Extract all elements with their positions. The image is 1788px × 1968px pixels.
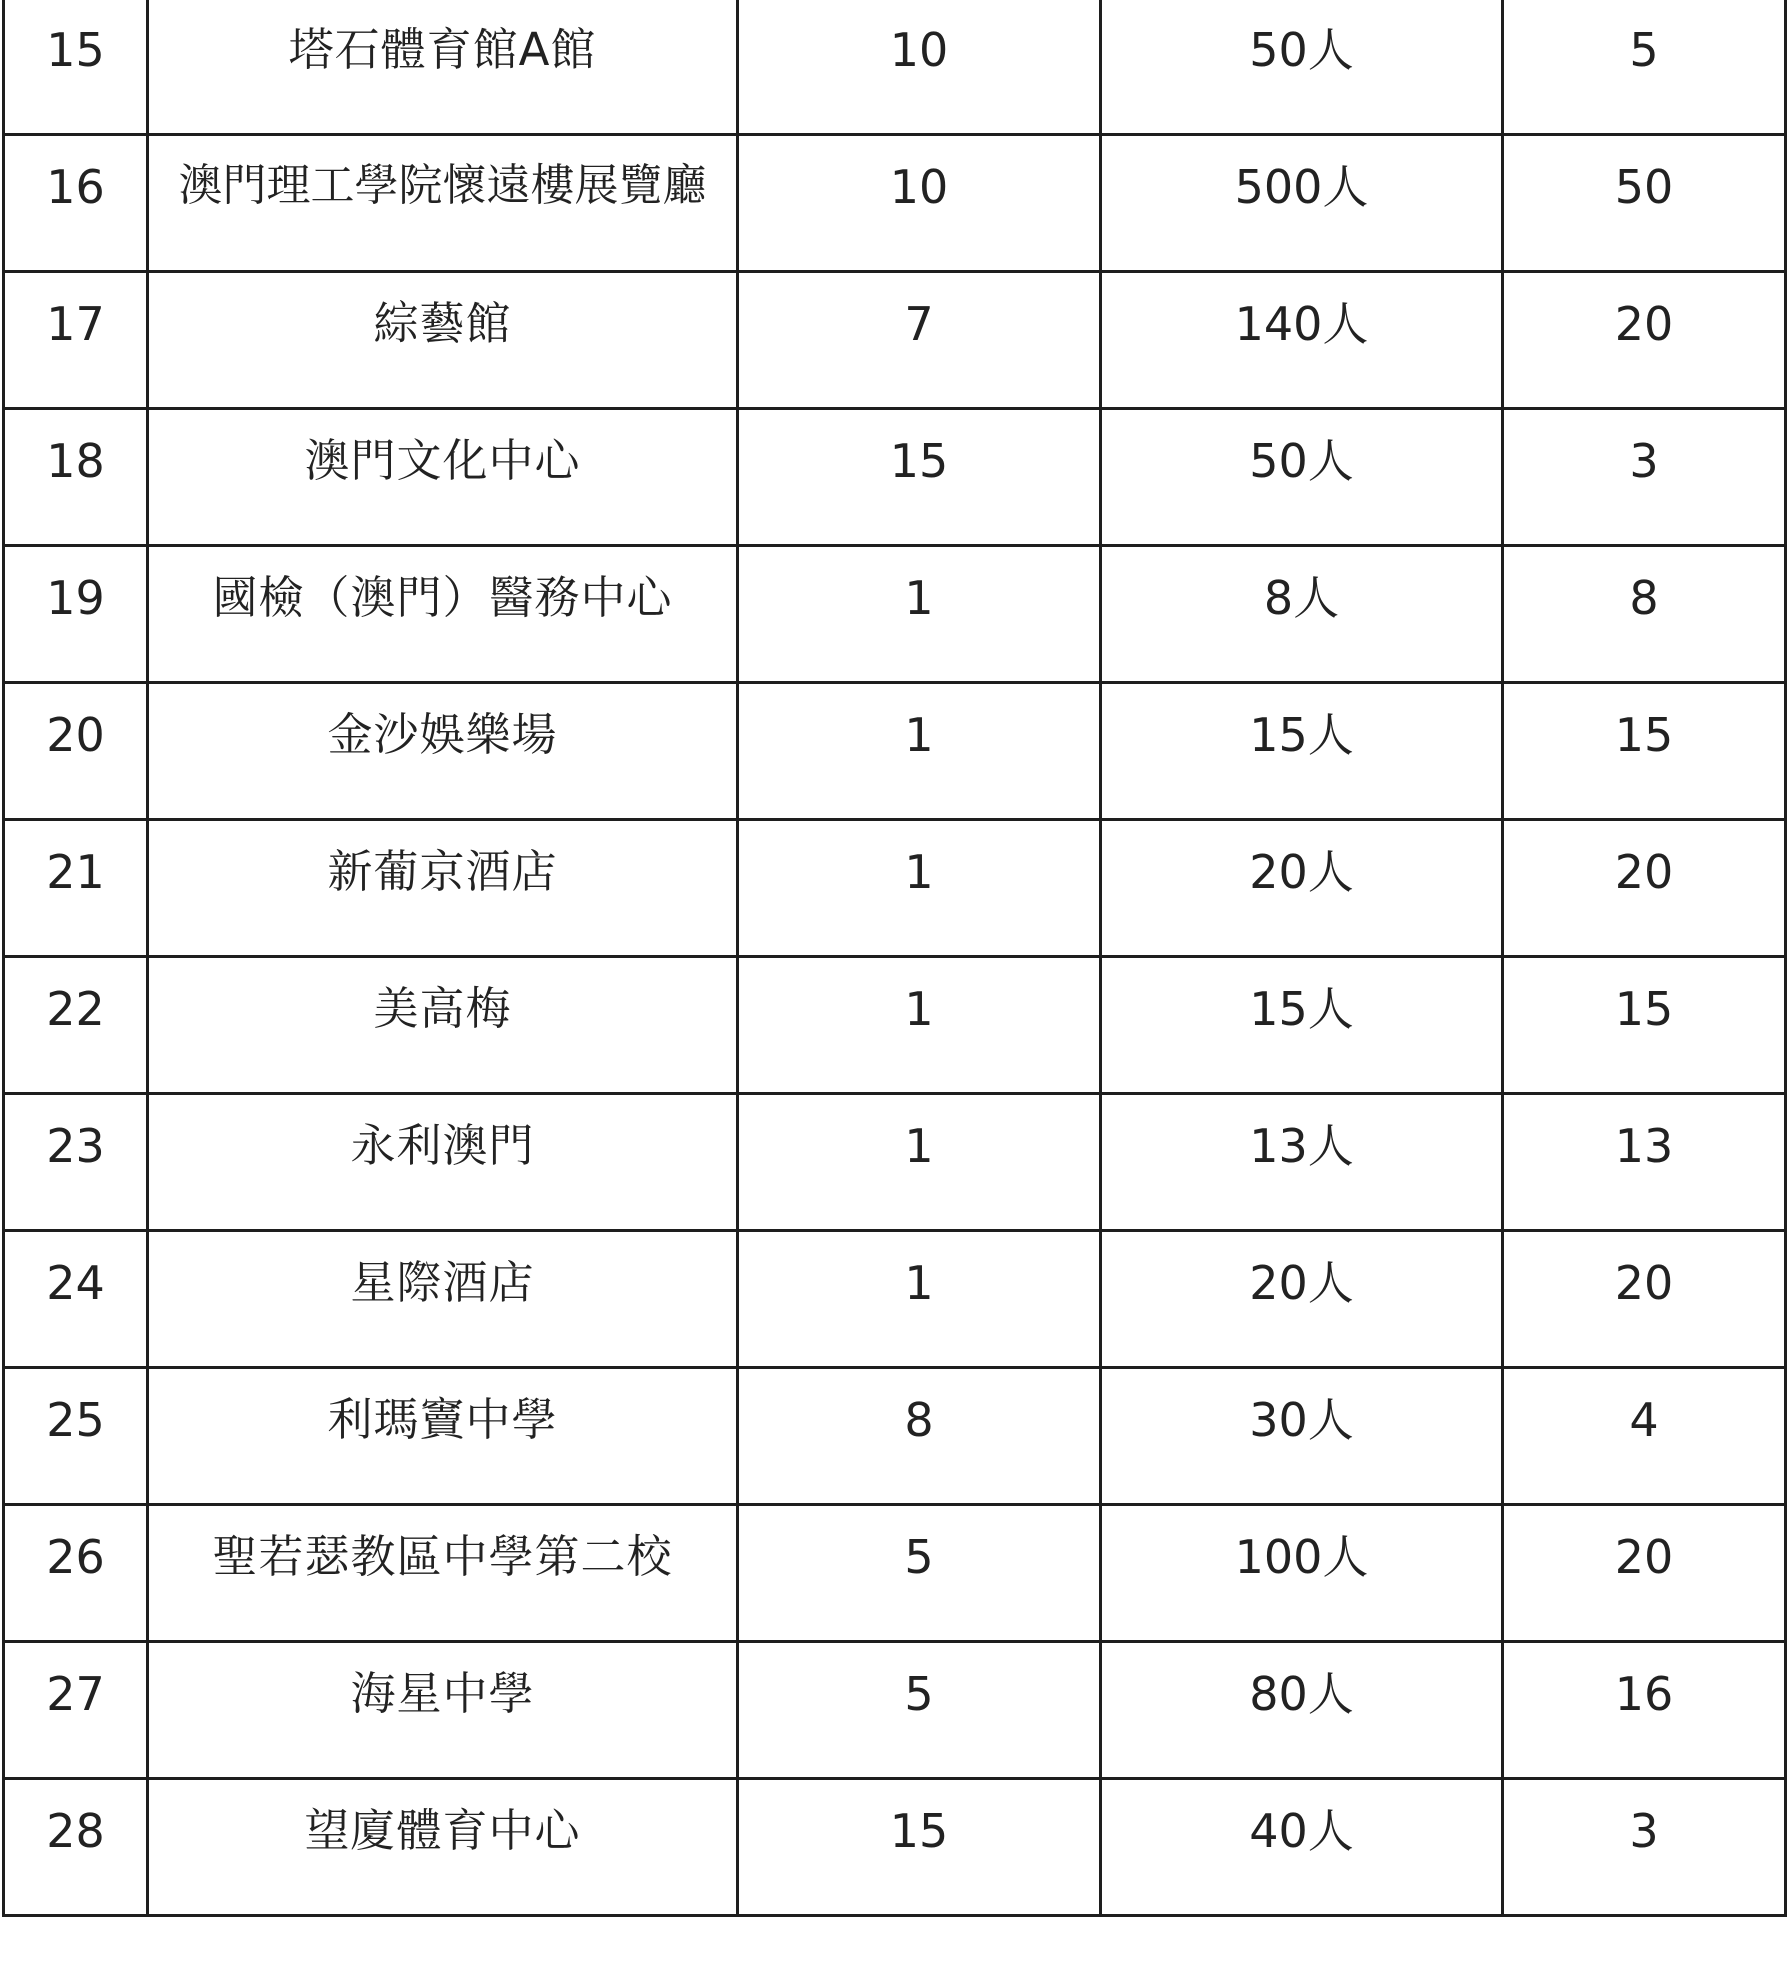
people-cell — [1101, 135, 1503, 272]
people-cell — [1101, 957, 1503, 1094]
venue-name-cell — [148, 820, 738, 957]
count-cell — [738, 1094, 1101, 1231]
per-unit-text: 20 — [1614, 1530, 1674, 1584]
venue-name-text: 澳門文化中心 — [304, 434, 581, 487]
people-cell — [1101, 1505, 1503, 1642]
row-number-cell — [4, 1505, 148, 1642]
count-text: 1 — [904, 1256, 934, 1310]
venue-name-text: 塔石體育館A館 — [288, 23, 597, 76]
table-row — [4, 1368, 1786, 1505]
row-number-cell — [4, 546, 148, 683]
venue-name-text: 金沙娛樂場 — [327, 708, 558, 761]
venue-name-text: 國檢（澳門）醫務中心 — [212, 571, 673, 624]
venue-name-cell — [148, 1779, 738, 1916]
row-number-text: 24 — [46, 1256, 105, 1310]
people-cell — [1101, 1094, 1503, 1231]
venue-name-cell — [148, 683, 738, 820]
table-row — [4, 1505, 1786, 1642]
people-cell — [1101, 1642, 1503, 1779]
venue-name-text: 永利澳門 — [350, 1119, 535, 1172]
per-unit-text: 3 — [1629, 1804, 1659, 1858]
per-unit-cell — [1503, 957, 1786, 1094]
row-number-text: 22 — [46, 982, 105, 1036]
people-cell — [1101, 820, 1503, 957]
people-cell — [1101, 409, 1503, 546]
row-number-cell — [4, 1368, 148, 1505]
count-cell — [738, 546, 1101, 683]
per-unit-text: 13 — [1614, 1119, 1674, 1173]
venue-name-cell — [148, 0, 738, 135]
count-cell — [738, 1642, 1101, 1779]
table-row — [4, 1779, 1786, 1916]
venue-name-text: 利瑪竇中學 — [327, 1393, 558, 1446]
venue-table-body — [4, 0, 1786, 1916]
count-cell — [738, 272, 1101, 409]
table-row — [4, 272, 1786, 409]
people-cell — [1101, 1368, 1503, 1505]
count-text: 8 — [904, 1393, 934, 1447]
people-cell — [1101, 1779, 1503, 1916]
venue-name-cell — [148, 409, 738, 546]
venue-name-text: 海星中學 — [350, 1667, 535, 1720]
per-unit-cell — [1503, 409, 1786, 546]
row-number-cell — [4, 272, 148, 409]
people-text: 30人 — [1249, 1393, 1354, 1447]
row-number-text: 19 — [46, 571, 105, 625]
venue-name-cell — [148, 546, 738, 683]
count-cell — [738, 135, 1101, 272]
row-number-cell — [4, 1094, 148, 1231]
row-number-cell — [4, 683, 148, 820]
count-text: 1 — [904, 982, 934, 1036]
per-unit-text: 4 — [1629, 1393, 1659, 1447]
count-text: 1 — [904, 708, 934, 762]
count-cell — [738, 957, 1101, 1094]
count-cell — [738, 409, 1101, 546]
count-cell — [738, 683, 1101, 820]
per-unit-cell — [1503, 272, 1786, 409]
venue-name-cell — [148, 135, 738, 272]
row-number-cell — [4, 820, 148, 957]
table-row — [4, 1094, 1786, 1231]
per-unit-cell — [1503, 135, 1786, 272]
people-text: 80人 — [1249, 1667, 1354, 1721]
per-unit-text: 15 — [1614, 982, 1674, 1036]
per-unit-cell — [1503, 683, 1786, 820]
count-cell — [738, 1505, 1101, 1642]
count-text: 1 — [904, 571, 934, 625]
per-unit-text: 5 — [1629, 23, 1659, 77]
row-number-cell — [4, 135, 148, 272]
table-row — [4, 409, 1786, 546]
people-text: 15人 — [1249, 982, 1354, 1036]
venue-name-text: 望廈體育中心 — [304, 1804, 581, 1857]
people-text: 50人 — [1249, 23, 1354, 77]
count-text: 10 — [889, 23, 949, 77]
table-row — [4, 820, 1786, 957]
per-unit-text: 50 — [1614, 160, 1674, 214]
venue-name-cell — [148, 1094, 738, 1231]
per-unit-text: 15 — [1614, 708, 1674, 762]
per-unit-cell — [1503, 1505, 1786, 1642]
venue-name-text: 聖若瑟教區中學第二校 — [212, 1530, 673, 1583]
row-number-text: 18 — [46, 434, 105, 488]
per-unit-text: 3 — [1629, 434, 1659, 488]
people-text: 8人 — [1263, 571, 1340, 625]
table-row — [4, 0, 1786, 135]
venue-name-text: 澳門理工學院懷遠樓展覽廳 — [178, 160, 707, 211]
per-unit-cell — [1503, 1231, 1786, 1368]
count-text: 1 — [904, 1119, 934, 1173]
per-unit-text: 16 — [1614, 1667, 1674, 1721]
count-text: 1 — [904, 845, 934, 899]
people-text: 40人 — [1249, 1804, 1354, 1858]
table-row — [4, 957, 1786, 1094]
count-text: 10 — [889, 160, 949, 214]
row-number-text: 25 — [46, 1393, 105, 1447]
per-unit-text: 20 — [1614, 1256, 1674, 1310]
row-number-text: 15 — [46, 23, 105, 77]
row-number-text: 17 — [46, 297, 105, 351]
venue-name-cell — [148, 272, 738, 409]
people-text: 50人 — [1249, 434, 1354, 488]
people-text: 13人 — [1249, 1119, 1354, 1173]
people-cell — [1101, 683, 1503, 820]
venue-name-text: 新葡京酒店 — [327, 845, 558, 898]
row-number-text: 21 — [46, 845, 105, 899]
row-number-cell — [4, 409, 148, 546]
venue-name-text: 星際酒店 — [350, 1256, 535, 1309]
people-text: 500人 — [1234, 160, 1369, 214]
row-number-text: 16 — [46, 160, 105, 214]
venue-name-cell — [148, 1368, 738, 1505]
count-cell — [738, 820, 1101, 957]
table-row — [4, 135, 1786, 272]
venue-name-cell — [148, 957, 738, 1094]
per-unit-cell — [1503, 546, 1786, 683]
people-text: 15人 — [1249, 708, 1354, 762]
count-text: 7 — [904, 297, 934, 351]
row-number-cell — [4, 1231, 148, 1368]
venue-name-cell — [148, 1505, 738, 1642]
people-text: 140人 — [1234, 297, 1369, 351]
count-cell — [738, 1231, 1101, 1368]
people-text: 100人 — [1234, 1530, 1369, 1584]
table-row — [4, 546, 1786, 683]
row-number-text: 20 — [46, 708, 105, 762]
per-unit-cell — [1503, 1094, 1786, 1231]
people-cell — [1101, 272, 1503, 409]
count-cell — [738, 0, 1101, 135]
per-unit-cell — [1503, 0, 1786, 135]
count-cell — [738, 1779, 1101, 1916]
venue-table — [2, 0, 1787, 1917]
per-unit-cell — [1503, 1368, 1786, 1505]
per-unit-cell — [1503, 820, 1786, 957]
count-text: 15 — [889, 1804, 949, 1858]
table-row — [4, 1231, 1786, 1368]
count-text: 5 — [904, 1530, 934, 1584]
row-number-text: 28 — [46, 1804, 105, 1858]
per-unit-text: 20 — [1614, 297, 1674, 351]
people-text: 20人 — [1249, 845, 1354, 899]
row-number-cell — [4, 0, 148, 135]
people-cell — [1101, 546, 1503, 683]
row-number-cell — [4, 957, 148, 1094]
table-row — [4, 683, 1786, 820]
per-unit-text: 8 — [1629, 571, 1659, 625]
venue-name-text: 美高梅 — [373, 982, 512, 1035]
row-number-text: 27 — [46, 1667, 105, 1721]
people-cell — [1101, 1231, 1503, 1368]
people-text: 20人 — [1249, 1256, 1354, 1310]
row-number-text: 26 — [46, 1530, 105, 1584]
per-unit-text: 20 — [1614, 845, 1674, 899]
venue-name-text: 綜藝館 — [373, 297, 512, 350]
row-number-cell — [4, 1642, 148, 1779]
venue-name-cell — [148, 1231, 738, 1368]
table-row — [4, 1642, 1786, 1779]
row-number-cell — [4, 1779, 148, 1916]
count-text: 5 — [904, 1667, 934, 1721]
per-unit-cell — [1503, 1779, 1786, 1916]
count-cell — [738, 1368, 1101, 1505]
count-text: 15 — [889, 434, 949, 488]
people-cell — [1101, 0, 1503, 135]
row-number-text: 23 — [46, 1119, 105, 1173]
venue-name-cell — [148, 1642, 738, 1779]
per-unit-cell — [1503, 1642, 1786, 1779]
